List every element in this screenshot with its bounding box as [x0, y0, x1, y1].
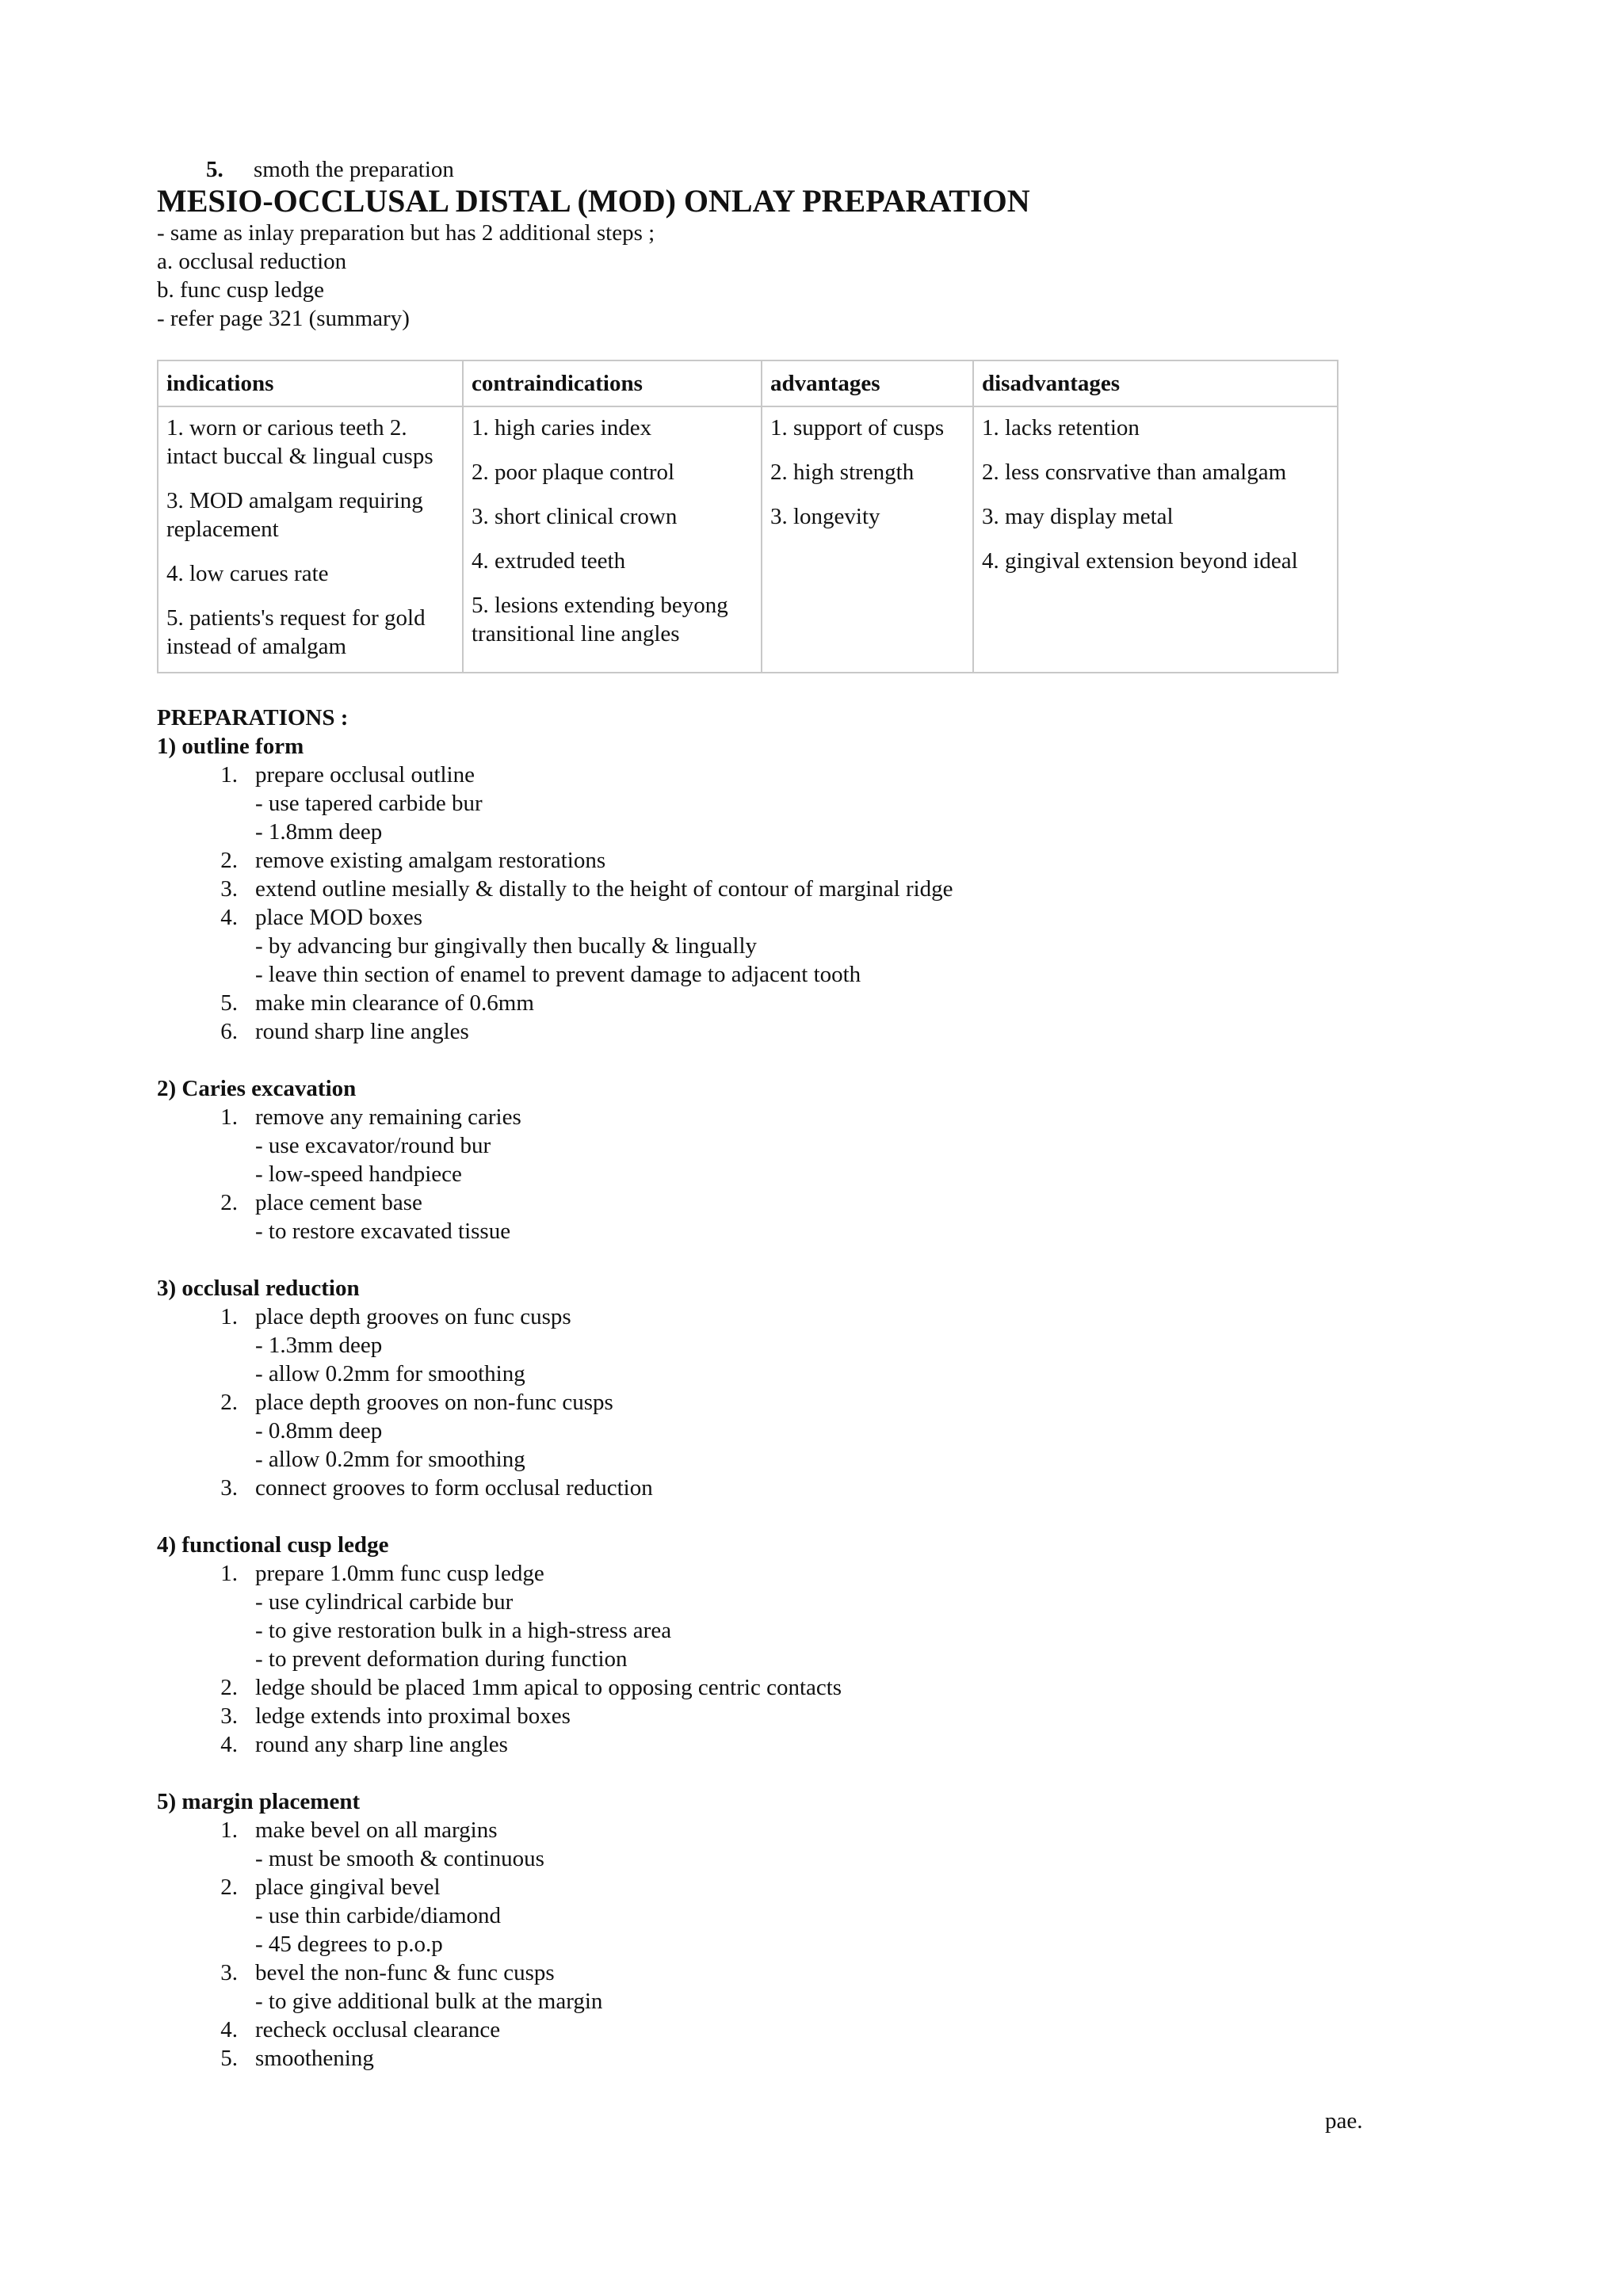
- step-number: 3.: [220, 876, 238, 902]
- cell-item: 1. high caries index: [472, 415, 652, 441]
- step-detail: - to give additional bulk at the margin: [255, 1989, 603, 2014]
- step-item: [157, 846, 1393, 875]
- step-item: [157, 1873, 1393, 1901]
- step-item: [157, 1730, 1393, 1759]
- step-text: place cement base: [255, 1190, 422, 1215]
- step-text: prepare occlusal outline: [255, 762, 475, 788]
- intro-block: [157, 219, 1393, 333]
- step-number: 3.: [220, 1703, 238, 1729]
- step-text: place MOD boxes: [255, 905, 423, 930]
- step-item: [157, 1188, 1393, 1217]
- section-heading: 2) Caries excavation: [157, 1076, 357, 1101]
- step-detail: - allow 0.2mm for smoothing: [255, 1361, 525, 1386]
- header-contraindications: contraindications: [463, 360, 762, 406]
- cell-item: 4. low carues rate: [166, 561, 329, 586]
- preparation-section: [157, 1274, 1393, 1502]
- cell-item: 1. support of cusps: [770, 415, 945, 441]
- step-detail: - 45 degrees to p.o.p: [255, 1932, 443, 1957]
- step-item: [157, 875, 1393, 903]
- step-number: 2.: [220, 1675, 238, 1700]
- cell-item: 4. extruded teeth: [472, 548, 626, 574]
- cell-item: 5. patients's request for gold instead of amalgam: [166, 605, 426, 659]
- step-detail: - to restore excavated tissue: [255, 1219, 511, 1244]
- cell-item: 3. longevity: [770, 504, 880, 529]
- top-list-item: [157, 155, 1393, 184]
- section-heading: 5) margin placement: [157, 1789, 361, 1814]
- top-list-number: 5.: [206, 157, 223, 182]
- step-item: [157, 1103, 1393, 1131]
- step-detail: - to give restoration bulk in a high-stress area: [255, 1618, 672, 1643]
- indications-cell: [158, 406, 463, 673]
- step-number: 1.: [220, 1817, 238, 1843]
- step-text: ledge extends into proximal boxes: [255, 1703, 571, 1729]
- table-row: [158, 406, 1338, 673]
- page-title: MESIO-OCCLUSAL DISTAL (MOD) ONLAY PREPARATION: [157, 183, 1030, 219]
- step-item: [157, 903, 1393, 932]
- disadvantages-cell: [973, 406, 1338, 673]
- header-advantages: advantages: [762, 360, 973, 406]
- step-item: [157, 2044, 1393, 2073]
- step-detail: - use excavator/round bur: [255, 1133, 491, 1158]
- step-text: smoothening: [255, 2046, 374, 2071]
- cell-item: 2. high strength: [770, 460, 915, 485]
- cell-item: 5. lesions extending beyong transitional line angles: [472, 593, 728, 646]
- cell-item: 2. less consrvative than amalgam: [982, 460, 1287, 485]
- step-number: 3.: [220, 1960, 238, 1985]
- step-number: 2.: [220, 1390, 238, 1415]
- step-detail: - must be smooth & continuous: [255, 1846, 544, 1871]
- step-item: [157, 989, 1393, 1017]
- step-number: 5.: [220, 2046, 238, 2071]
- step-number: 1.: [220, 762, 238, 788]
- intro-line: b. func cusp ledge: [157, 277, 324, 303]
- step-number: 1.: [220, 1561, 238, 1586]
- step-detail: - 0.8mm deep: [255, 1418, 383, 1444]
- preparations-heading: PREPARATIONS :: [157, 705, 349, 730]
- step-text: ledge should be placed 1mm apical to opposing centric contacts: [255, 1675, 842, 1700]
- step-detail: - 1.8mm deep: [255, 819, 383, 845]
- step-text: prepare 1.0mm func cusp ledge: [255, 1561, 544, 1586]
- section-heading: 3) occlusal reduction: [157, 1276, 360, 1301]
- preparation-section: [157, 732, 1393, 1046]
- section-heading: 1) outline form: [157, 734, 304, 759]
- step-item: [157, 1559, 1393, 1588]
- step-number: 2.: [220, 848, 238, 873]
- step-number: 4.: [220, 905, 238, 930]
- step-number: 6.: [220, 1019, 238, 1044]
- step-item: [157, 1302, 1393, 1331]
- step-detail: - 1.3mm deep: [255, 1333, 383, 1358]
- cell-item: 4. gingival extension beyond ideal: [982, 548, 1298, 574]
- preparation-section: [157, 1787, 1393, 2073]
- intro-line: - refer page 321 (summary): [157, 306, 410, 331]
- preparation-sections: [157, 732, 1393, 2073]
- cell-item: 1. lacks retention: [982, 415, 1140, 441]
- step-item: [157, 1673, 1393, 1702]
- step-number: 5.: [220, 990, 238, 1016]
- summary-table: [157, 360, 1338, 673]
- cell-item: 3. may display metal: [982, 504, 1174, 529]
- step-text: make min clearance of 0.6mm: [255, 990, 534, 1016]
- step-detail: - use thin carbide/diamond: [255, 1903, 502, 1928]
- step-number: 4.: [220, 1732, 238, 1757]
- step-text: connect grooves to form occlusal reduction: [255, 1475, 653, 1501]
- contraindications-cell: [463, 406, 762, 673]
- step-detail: - allow 0.2mm for smoothing: [255, 1447, 525, 1472]
- step-detail: - to prevent deformation during function: [255, 1646, 628, 1672]
- step-text: remove existing amalgam restorations: [255, 848, 606, 873]
- intro-line: - same as inlay preparation but has 2 additional steps ;: [157, 220, 655, 246]
- step-item: [157, 1017, 1393, 1046]
- step-text: make bevel on all margins: [255, 1817, 498, 1843]
- step-text: bevel the non-func & func cusps: [255, 1960, 555, 1985]
- step-detail: - low-speed handpiece: [255, 1161, 462, 1187]
- step-text: remove any remaining caries: [255, 1104, 521, 1130]
- step-detail: - leave thin section of enamel to prevent damage to adjacent tooth: [255, 962, 861, 987]
- cell-item: 2. poor plaque control: [472, 460, 675, 485]
- step-item: [157, 1958, 1393, 1987]
- step-detail: - use tapered carbide bur: [255, 791, 483, 816]
- step-number: 1.: [220, 1104, 238, 1130]
- advantages-cell: [762, 406, 973, 673]
- preparation-section: [157, 1074, 1393, 1245]
- step-text: round any sharp line angles: [255, 1732, 508, 1757]
- step-detail: - by advancing bur gingivally then bucally & lingually: [255, 933, 758, 959]
- intro-line: a. occlusal reduction: [157, 249, 347, 274]
- cell-item: 1. worn or carious teeth 2. intact buccal & lingual cusps: [166, 415, 433, 469]
- section-heading: 4) functional cusp ledge: [157, 1532, 389, 1558]
- step-text: place depth grooves on func cusps: [255, 1304, 571, 1329]
- step-text: recheck occlusal clearance: [255, 2017, 501, 2042]
- table-header-row: [158, 360, 1338, 406]
- step-detail: - use cylindrical carbide bur: [255, 1589, 514, 1615]
- footer-initials: pae.: [1325, 2108, 1363, 2134]
- step-text: round sharp line angles: [255, 1019, 469, 1044]
- cell-item: 3. short clinical crown: [472, 504, 678, 529]
- step-item: [157, 1702, 1393, 1730]
- step-item: [157, 1474, 1393, 1502]
- step-number: 3.: [220, 1475, 238, 1501]
- step-number: 2.: [220, 1875, 238, 1900]
- top-list-text: smoth the preparation: [254, 157, 454, 182]
- step-item: [157, 1816, 1393, 1844]
- step-item: [157, 2016, 1393, 2044]
- header-disadvantages: disadvantages: [973, 360, 1338, 406]
- preparation-section: [157, 1531, 1393, 1759]
- document-content: [157, 155, 1393, 2073]
- header-indications: indications: [158, 360, 463, 406]
- step-text: place depth grooves on non-func cusps: [255, 1390, 613, 1415]
- step-number: 4.: [220, 2017, 238, 2042]
- step-text: extend outline mesially & distally to the height of contour of marginal ridge: [255, 876, 953, 902]
- step-item: [157, 761, 1393, 789]
- step-item: [157, 1388, 1393, 1417]
- cell-item: 3. MOD amalgam requiring replacement: [166, 488, 423, 542]
- step-number: 1.: [220, 1304, 238, 1329]
- step-number: 2.: [220, 1190, 238, 1215]
- step-text: place gingival bevel: [255, 1875, 441, 1900]
